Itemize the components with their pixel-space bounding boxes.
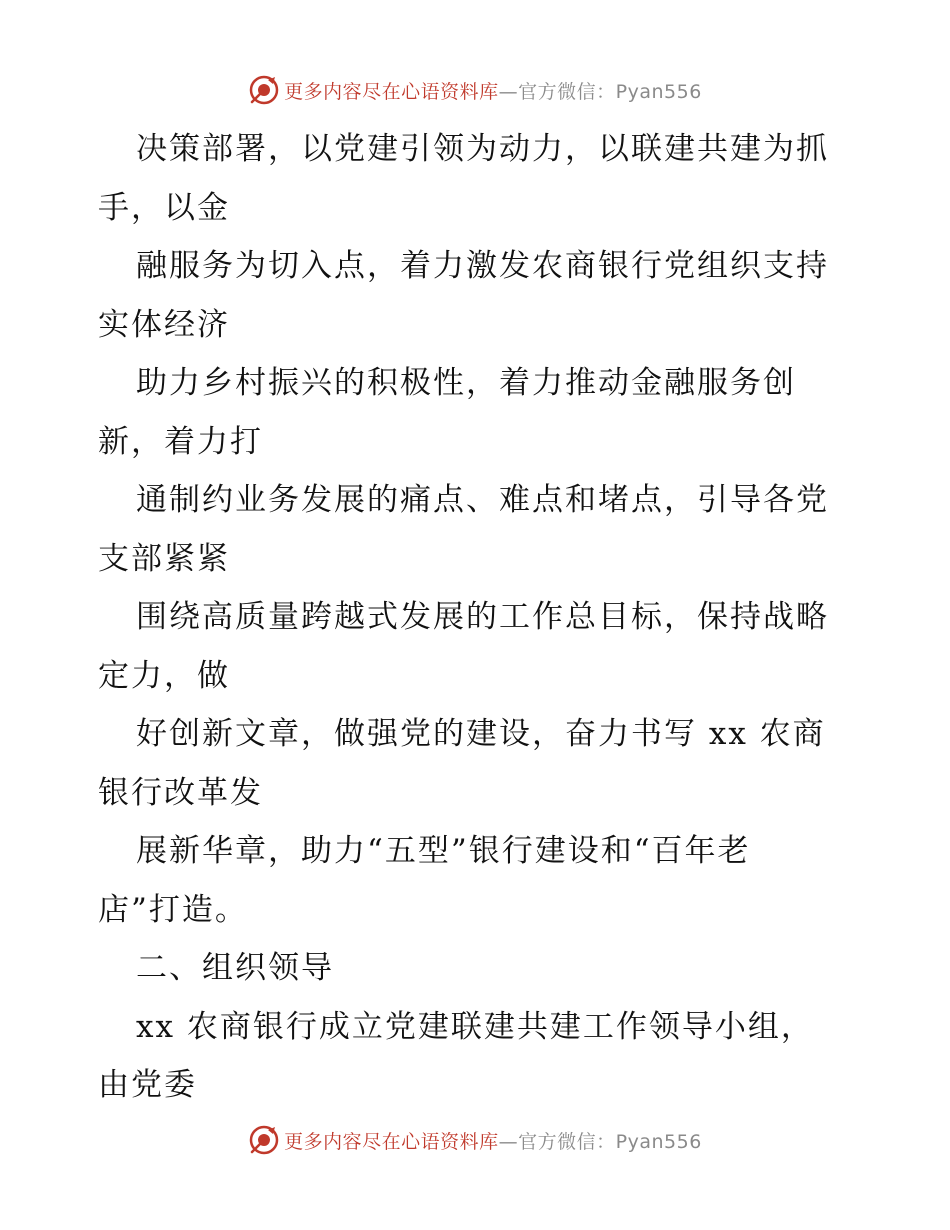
text-line: 支部紧紧 <box>98 540 230 577</box>
text-line: 围绕高质量跨越式发展的工作总目标，保持战略 <box>136 599 829 635</box>
pen-logo-icon <box>248 1124 280 1156</box>
watermark-text: 更多内容尽在心语资料库 <box>284 80 499 103</box>
text-line: 新，着力打 <box>98 423 263 460</box>
watermark-text: 更多内容尽在心语资料库 <box>284 1130 499 1153</box>
text-line: 好创新文章，做强党的建设，奋力书写 xx 农商 <box>136 716 826 752</box>
text-line: 通制约业务发展的痛点、难点和堵点，引导各党 <box>136 482 829 518</box>
text-line: 手，以金 <box>98 189 230 226</box>
footer-watermark <box>0 1120 950 1160</box>
section-heading: 二、组织领导 <box>136 950 334 986</box>
header-watermark <box>0 70 950 110</box>
text-line: 定力，做 <box>98 657 230 694</box>
text-line: 展新华章，助力“五型”银行建设和“百年老 <box>136 833 751 869</box>
text-line: xx 农商银行成立党建联建共建工作领导小组， <box>136 1008 814 1045</box>
document-body <box>98 120 858 1115</box>
text-line: 由党委 <box>98 1067 197 1103</box>
pen-logo-icon <box>248 74 280 106</box>
watermark-official: —官方微信：Pyan556 <box>498 80 702 103</box>
text-line: 店”打造。 <box>98 891 248 928</box>
text-line: 决策部署，以党建引领为动力，以联建共建为抓 <box>136 131 829 167</box>
text-line: 融服务为切入点，着力激发农商银行党组织支持 <box>136 248 829 284</box>
text-line: 银行改革发 <box>98 774 263 811</box>
watermark-official: —官方微信：Pyan556 <box>498 1130 702 1153</box>
text-line: 助力乡村振兴的积极性，着力推动金融服务创 <box>136 365 796 401</box>
text-line: 实体经济 <box>98 306 230 343</box>
